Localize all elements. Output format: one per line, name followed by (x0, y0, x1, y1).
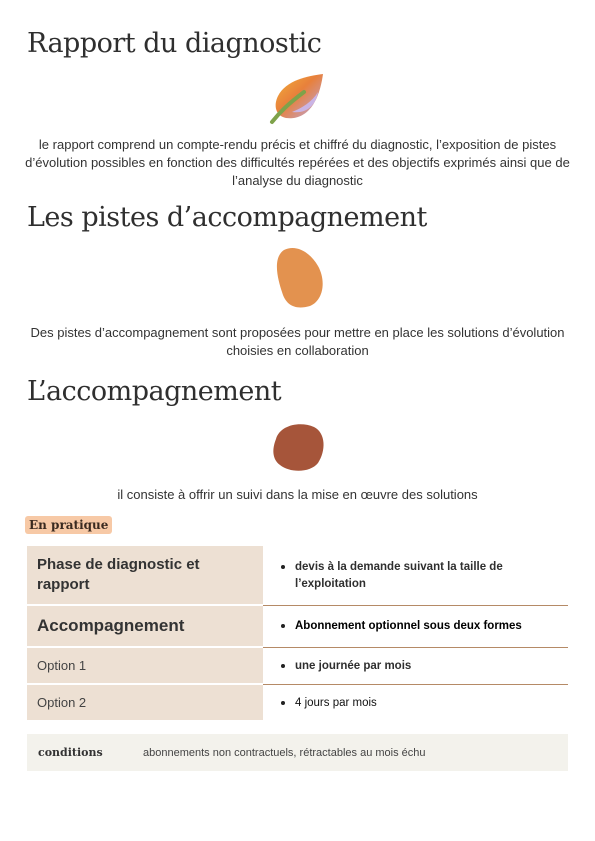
bullet-icon (281, 664, 285, 668)
section-text-accompagnement: il consiste à offrir un suivi dans la mise en œuvre des solutions (117, 487, 478, 502)
orange-blob-icon (270, 246, 326, 315)
row-label: Option 2 (37, 695, 87, 710)
brown-blob-icon (270, 421, 326, 478)
conditions-label: conditions (38, 746, 103, 759)
bullet-icon (281, 624, 285, 628)
bullet-icon (281, 701, 285, 705)
section-text-pistes: Des pistes d’accompagnement sont proposées pour mettre en place les solutions d’évolution choisies en collaboration (30, 325, 565, 358)
table-row (27, 606, 568, 648)
table-row (27, 685, 568, 722)
section-title-rapport: Rapport du diagnostic (27, 28, 322, 59)
section-title-accompagnement: L’accompagnement (27, 376, 282, 407)
row-value: Abonnement optionnel sous deux formes (295, 620, 522, 632)
row-value: 4 jours par mois (295, 697, 377, 709)
section-title-pistes: Les pistes d’accompagnement (27, 202, 427, 233)
table-row (27, 546, 568, 606)
conditions-bar (27, 734, 568, 771)
section-text-rapport: le rapport comprend un compte-rendu précis et chiffré du diagnostic, l’exposition de pistes d’évolution possibles en fonction des difficultés repérées et des objectifs exprimés ainsi que de l’analyse du diagnostic (25, 137, 570, 188)
row-label: Accompagnement (37, 616, 185, 635)
en-pratique-tag: En pratique (25, 516, 112, 534)
row-value: devis à la demande suivant la taille de l’exploitation (295, 560, 503, 590)
conditions-value: abonnements non contractuels, rétractables au mois échu (143, 746, 426, 759)
leaf-icon (268, 72, 328, 131)
row-label: Phase de diagnostic et rapport (37, 556, 200, 593)
row-value: une journée par mois (295, 659, 412, 672)
bullet-icon (281, 565, 285, 569)
table-row (27, 648, 568, 685)
practice-table (27, 546, 568, 722)
row-label: Option 1 (37, 658, 87, 673)
